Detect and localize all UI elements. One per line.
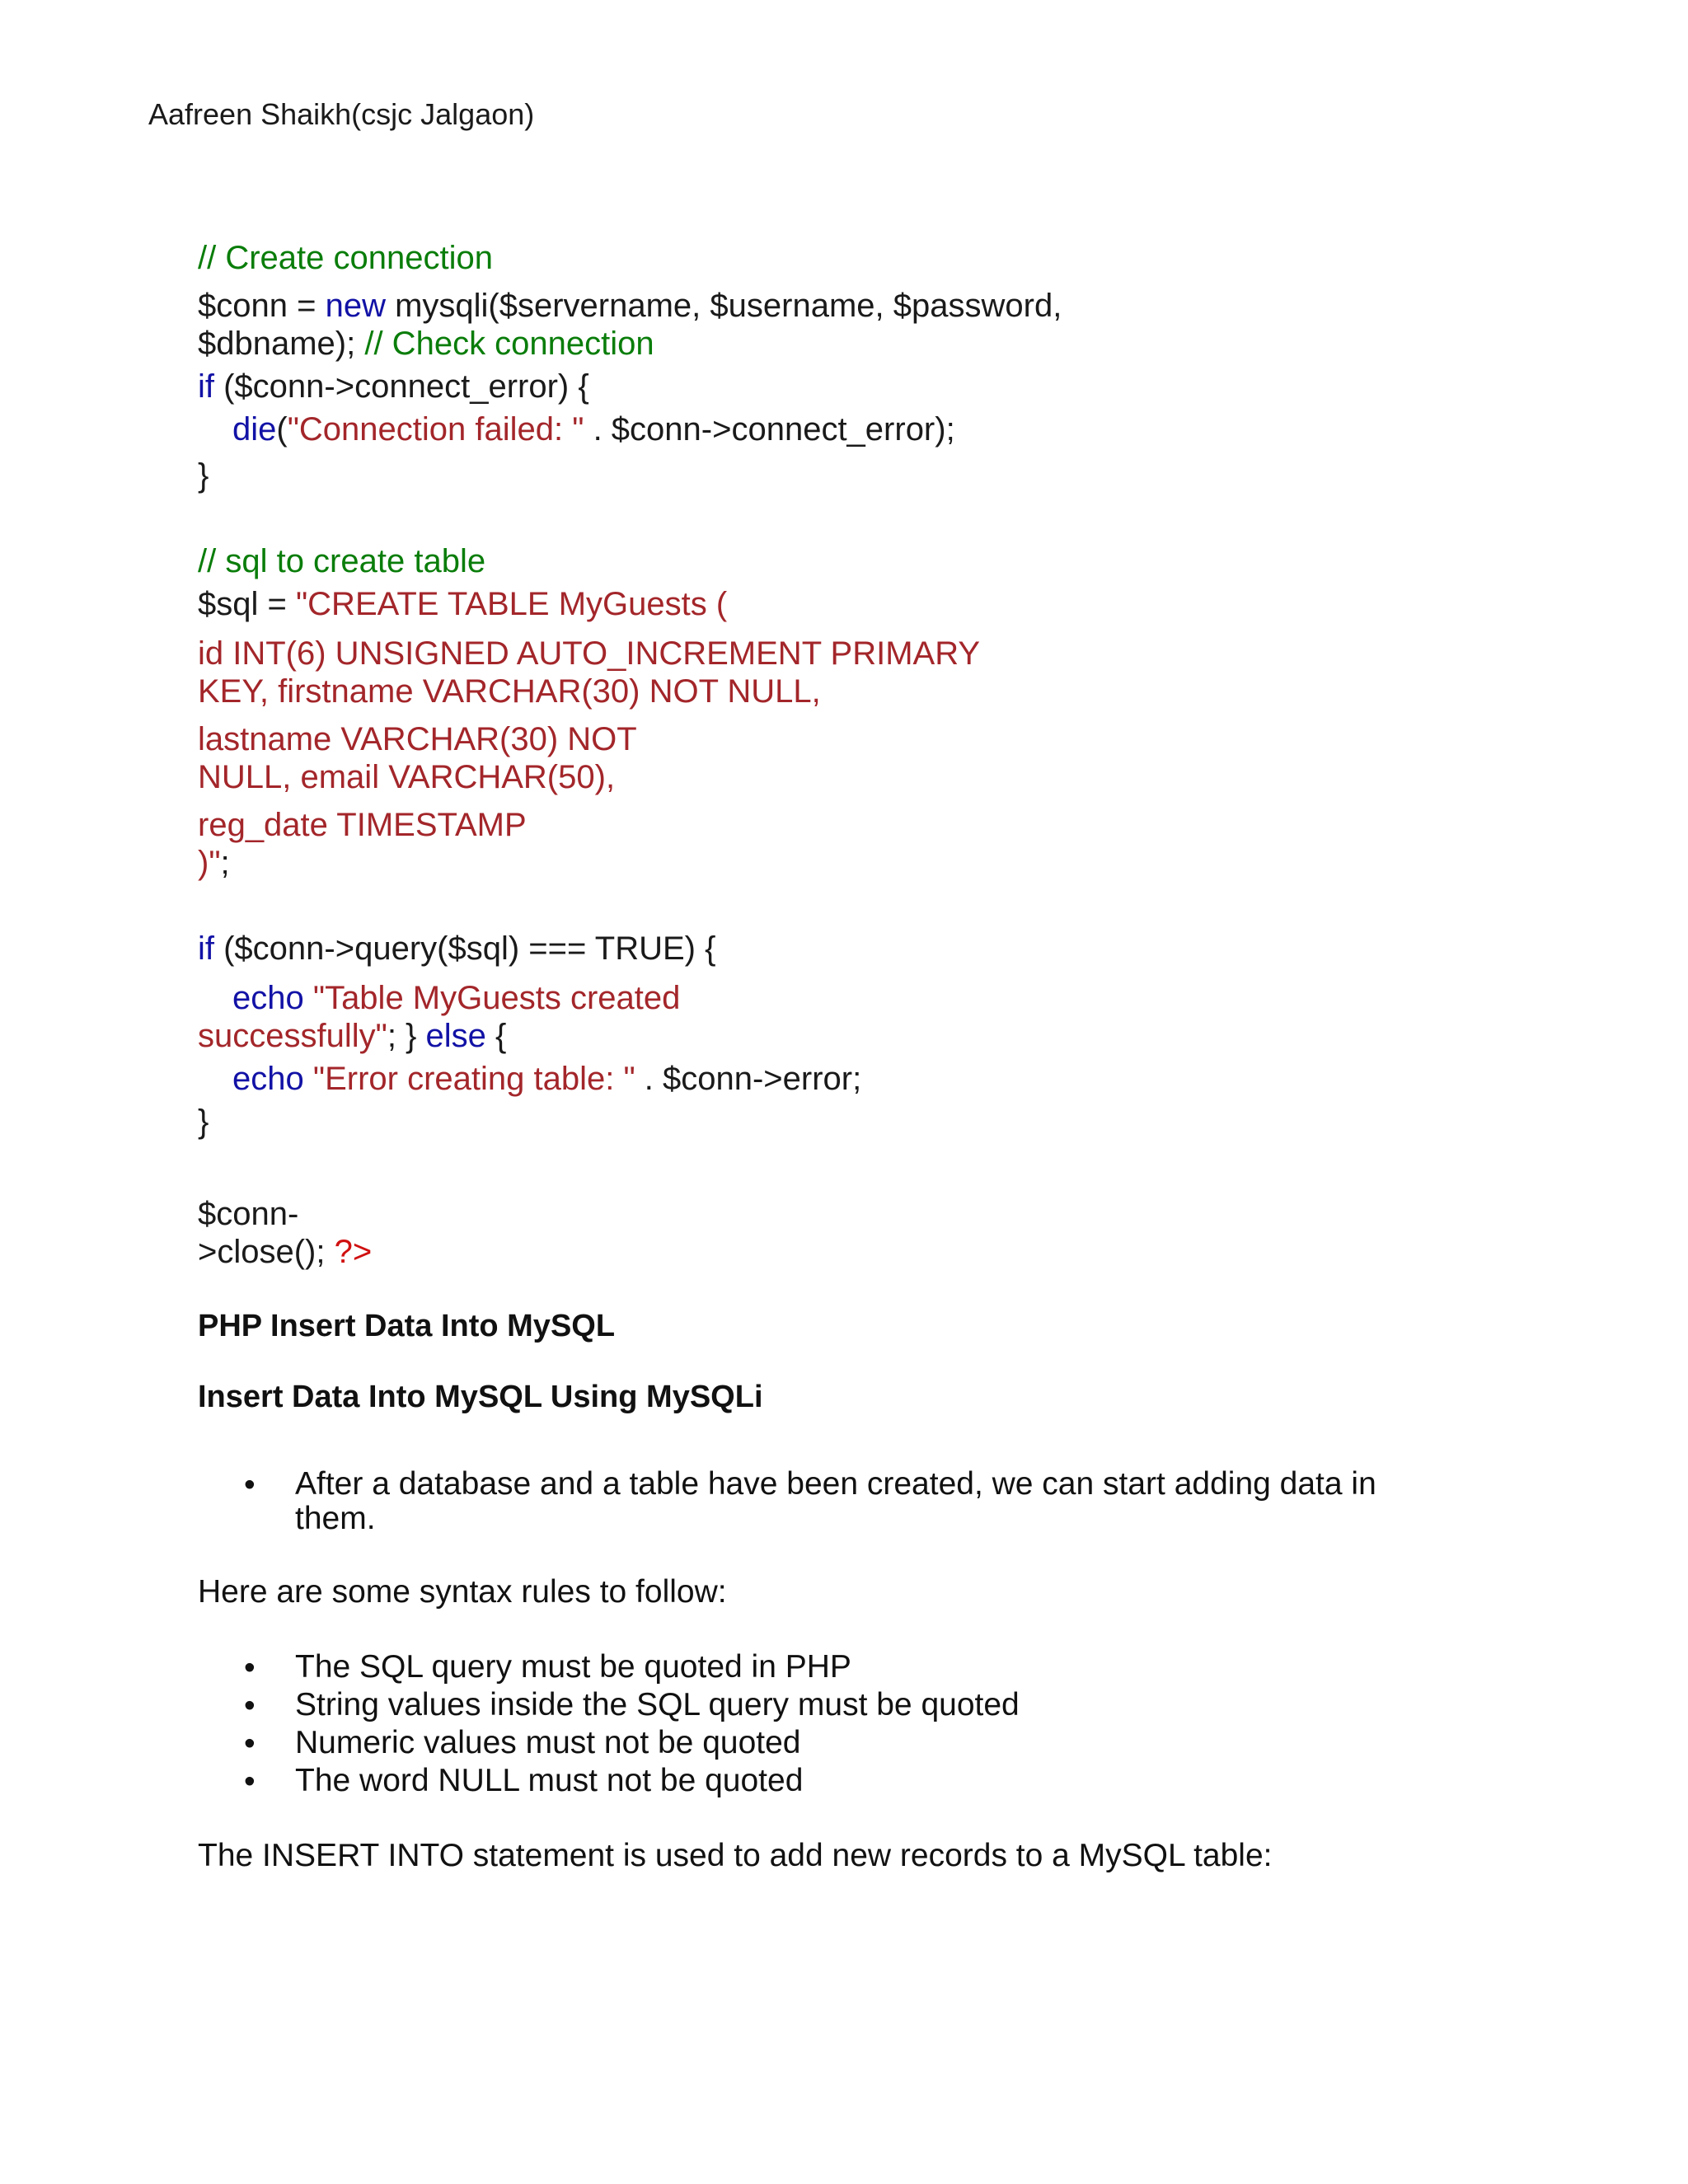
code-line: die("Connection failed: " . $conn->connect_error); — [232, 411, 955, 448]
bullet-icon: • — [244, 1764, 256, 1799]
list-item-text: String values inside the SQL query must be quoted — [295, 1687, 1020, 1722]
section-heading: PHP Insert Data Into MySQL — [198, 1309, 616, 1343]
code-line: if ($conn->connect_error) { — [198, 368, 589, 405]
code-line: reg_date TIMESTAMP — [198, 807, 527, 843]
code-line: echo "Error creating table: " . $conn->error; — [232, 1061, 862, 1097]
code-line: successfully"; } else { — [198, 1018, 507, 1054]
code-line: lastname VARCHAR(30) NOT — [198, 721, 637, 757]
list-item-text: The word NULL must not be quoted — [295, 1763, 804, 1798]
code-line: $conn = new mysqli($servername, $username, $password, — [198, 288, 1062, 324]
code-line: $dbname); // Check connection — [198, 326, 654, 362]
paragraph: Here are some syntax rules to follow: — [198, 1574, 727, 1610]
bullet-icon: • — [244, 1467, 256, 1502]
list-item-text: Numeric values must not be quoted — [295, 1725, 801, 1760]
code-line: )"; — [198, 845, 230, 881]
code-line: if ($conn->query($sql) === TRUE) { — [198, 930, 716, 967]
code-comment: // sql to create table — [198, 543, 486, 579]
code-line: echo "Table MyGuests created — [232, 980, 681, 1016]
list-item-text: After a database and a table have been created, we can start adding data in them. — [295, 1466, 1376, 1536]
code-line: } — [198, 1104, 209, 1140]
paragraph: The INSERT INTO statement is used to add new records to a MySQL table: — [198, 1838, 1273, 1873]
bullet-icon: • — [244, 1650, 256, 1685]
code-line: $sql = "CREATE TABLE MyGuests ( — [198, 586, 728, 622]
list-item-text: The SQL query must be quoted in PHP — [295, 1649, 851, 1685]
code-line: id INT(6) UNSIGNED AUTO_INCREMENT PRIMARY — [198, 635, 981, 672]
bullet-icon: • — [244, 1688, 256, 1723]
author-header: Aafreen Shaikh(csjc Jalgaon) — [148, 97, 535, 131]
code-line: } — [198, 457, 209, 494]
code-line: KEY, firstname VARCHAR(30) NOT NULL, — [198, 673, 821, 710]
bullet-icon: • — [244, 1726, 256, 1761]
code-comment: // Create connection — [198, 240, 493, 276]
code-line: $conn- — [198, 1196, 299, 1232]
code-line: >close(); ?> — [198, 1234, 373, 1270]
code-line: NULL, email VARCHAR(50), — [198, 759, 616, 795]
subsection-heading: Insert Data Into MySQL Using MySQLi — [198, 1380, 763, 1414]
